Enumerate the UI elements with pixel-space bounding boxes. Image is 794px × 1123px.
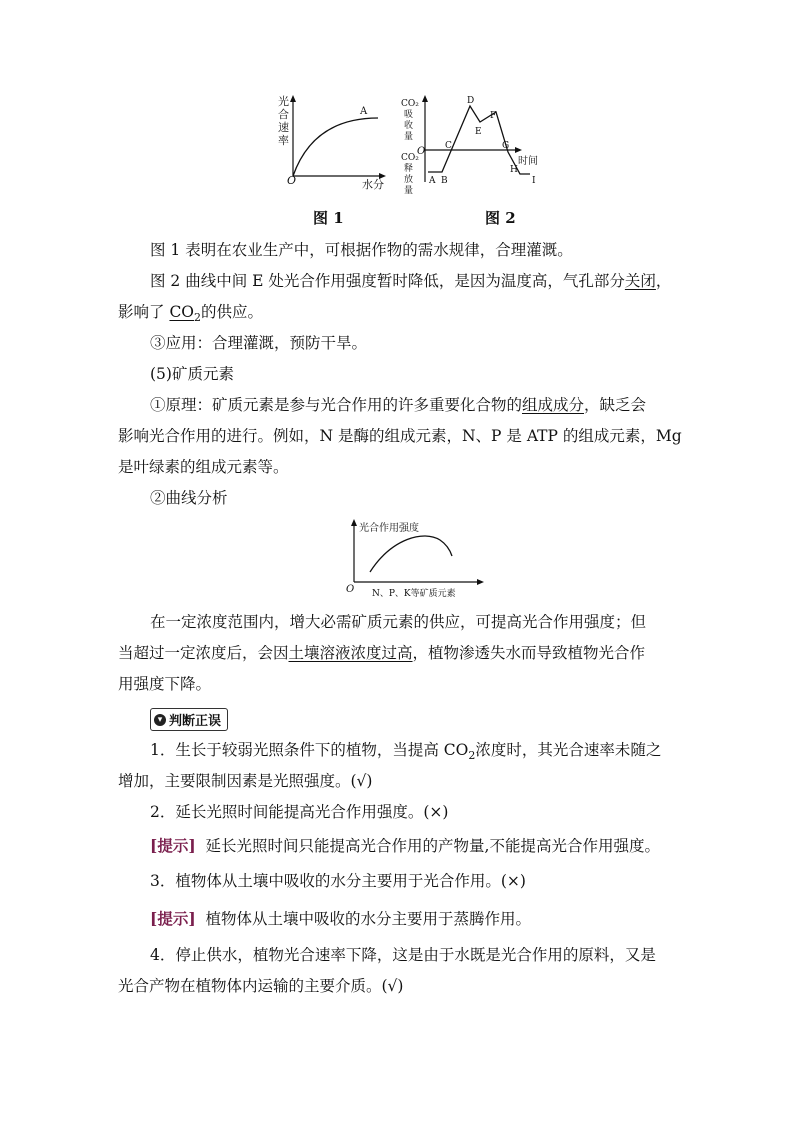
p2-text-b: ，	[655, 272, 672, 290]
p11-text-a: 当超过一定浓度后，会因	[118, 644, 289, 662]
figure-2-curve	[428, 106, 530, 174]
paragraph-principle-line2: 影响光合作用的进行。例如，N 是酶的组成元素，N、P 是 ATP 的组成元素，Mg	[118, 427, 682, 445]
judge-badge	[150, 708, 228, 731]
figure-1-curve	[293, 118, 378, 176]
paragraph-application: ③应用：合理灌溉，预防干旱。	[150, 334, 368, 352]
fig2-ylabel-bottom-2: 释	[404, 164, 414, 174]
fig1-xlabel: 水分	[362, 178, 384, 191]
section-heading-curve: ②曲线分析	[150, 489, 228, 507]
fig2-ylabel-top-4: 量	[404, 132, 414, 142]
p3-text-b: 的供应。	[201, 303, 264, 321]
fig1-ylabel-2: 合	[278, 108, 289, 121]
fig2-point-f: F	[490, 111, 497, 121]
fig3-ylabel: 光合作用强度	[359, 523, 419, 534]
paragraph-principle-line1	[118, 390, 678, 421]
question-4-line2: 光合产物在植物体内运输的主要介质。(√)	[118, 977, 404, 995]
p3-underline	[169, 303, 202, 325]
p3-sub: 2	[194, 311, 202, 325]
section-heading-minerals: (5)矿质元素	[150, 365, 234, 383]
fig2-point-d: D	[467, 96, 475, 106]
question-2: 2．延长光照时间能提高光合作用强度。(×)	[150, 803, 449, 821]
question-4-line1: 4．停止供水，植物光合速率下降，这是由于水既是光合作用的原料，又是	[150, 946, 656, 964]
fig2-xlabel: 时间	[518, 156, 538, 167]
p6-underline: 组成成分	[522, 396, 585, 414]
tip-3-label: [提示]	[150, 909, 196, 928]
p3-text-a: 影响了	[118, 303, 170, 321]
fig2-ylabel-top-1: CO₂	[401, 99, 419, 109]
q1-text-b: 浓度时，其光合速率未随之	[475, 741, 662, 759]
p1-text: 图 1 表明在农业生产中，可根据作物的需水规律，合理灌溉。	[150, 241, 573, 259]
fig2-ylabel-top-2: 吸	[404, 110, 414, 120]
fig2-point-e: E	[475, 127, 482, 137]
judge-badge-label: 判断正误	[169, 714, 222, 729]
p11-text-b: ，植物渗透失水而导致植物光合作	[412, 644, 646, 662]
fig2-point-c: C	[445, 141, 452, 151]
figure-2-caption: 图 2	[485, 209, 516, 227]
fig2-point-b: B	[441, 176, 448, 186]
figure-1-caption: 图 1	[313, 209, 344, 227]
question-1-line2: 增加，主要限制因素是光照强度。(√)	[118, 772, 373, 790]
question-3: 3．植物体从土壤中吸收的水分主要用于光合作用。(×)	[150, 872, 526, 890]
tip-3	[150, 903, 690, 935]
paragraph-figure2-line1	[118, 266, 678, 297]
tip-2-label: [提示]	[150, 836, 196, 855]
fig1-ylabel-3: 速	[278, 121, 289, 134]
fig1-ylabel-1: 光	[278, 95, 289, 108]
tip-3-text: 植物体从土壤中吸收的水分主要用于蒸腾作用。	[205, 910, 532, 928]
paragraph-curve-line2	[118, 638, 678, 669]
p6-text-b: ，缺乏会	[584, 396, 647, 414]
q1-sub: 2	[468, 749, 476, 763]
fig1-point-a: A	[360, 106, 368, 117]
fig2-ylabel-bottom-4: 量	[404, 186, 414, 196]
figure-3-chart	[342, 516, 492, 600]
fig2-point-h: H	[510, 165, 518, 175]
figure-2-chart	[398, 92, 548, 202]
fig1-ylabel-4: 率	[278, 134, 289, 147]
chevron-down-icon: ▾	[154, 714, 166, 726]
paragraph-curve-line1: 在一定浓度范围内，增大必需矿质元素的供应，可提高光合作用强度；但	[150, 613, 647, 631]
fig2-point-g: G	[502, 141, 510, 151]
p3-co: CO	[169, 303, 195, 321]
fig2-point-i: I	[532, 176, 536, 186]
tip-2-text: 延长光照时间只能提高光合作用的产物量,不能提高光合作用强度。	[205, 837, 660, 855]
fig3-origin: O	[346, 584, 355, 595]
fig2-ylabel-bottom-3: 放	[404, 175, 414, 185]
paragraph-figure1	[118, 235, 678, 266]
tip-2	[150, 830, 690, 862]
fig2-ylabel-bottom-1: CO₂	[401, 153, 419, 163]
figure-3-curve	[370, 536, 452, 572]
p2-underline: 关闭	[624, 272, 656, 290]
fig2-point-a: A	[429, 176, 436, 186]
fig3-xlabel: N、P、K等矿质元素	[372, 589, 456, 599]
figure-1-chart	[270, 92, 390, 192]
fig2-origin: O	[417, 146, 426, 157]
p2-text-a: 图 2 曲线中间 E 处光合作用强度暂时降低，是因为温度高，气孔部分	[150, 272, 625, 290]
fig2-ylabel-top-3: 收	[404, 121, 414, 131]
p11-underline: 土壤溶液浓度过高	[288, 644, 413, 662]
q1-text-a: 1．生长于较弱光照条件下的植物，当提高 CO	[150, 741, 469, 759]
p6-text-a: ①原理：矿质元素是参与光合作用的许多重要化合物的	[150, 396, 523, 414]
paragraph-curve-line3: 用强度下降。	[118, 675, 212, 693]
paragraph-principle-line3: 是叶绿素的组成元素等。	[118, 458, 289, 476]
fig1-origin: O	[287, 174, 297, 187]
